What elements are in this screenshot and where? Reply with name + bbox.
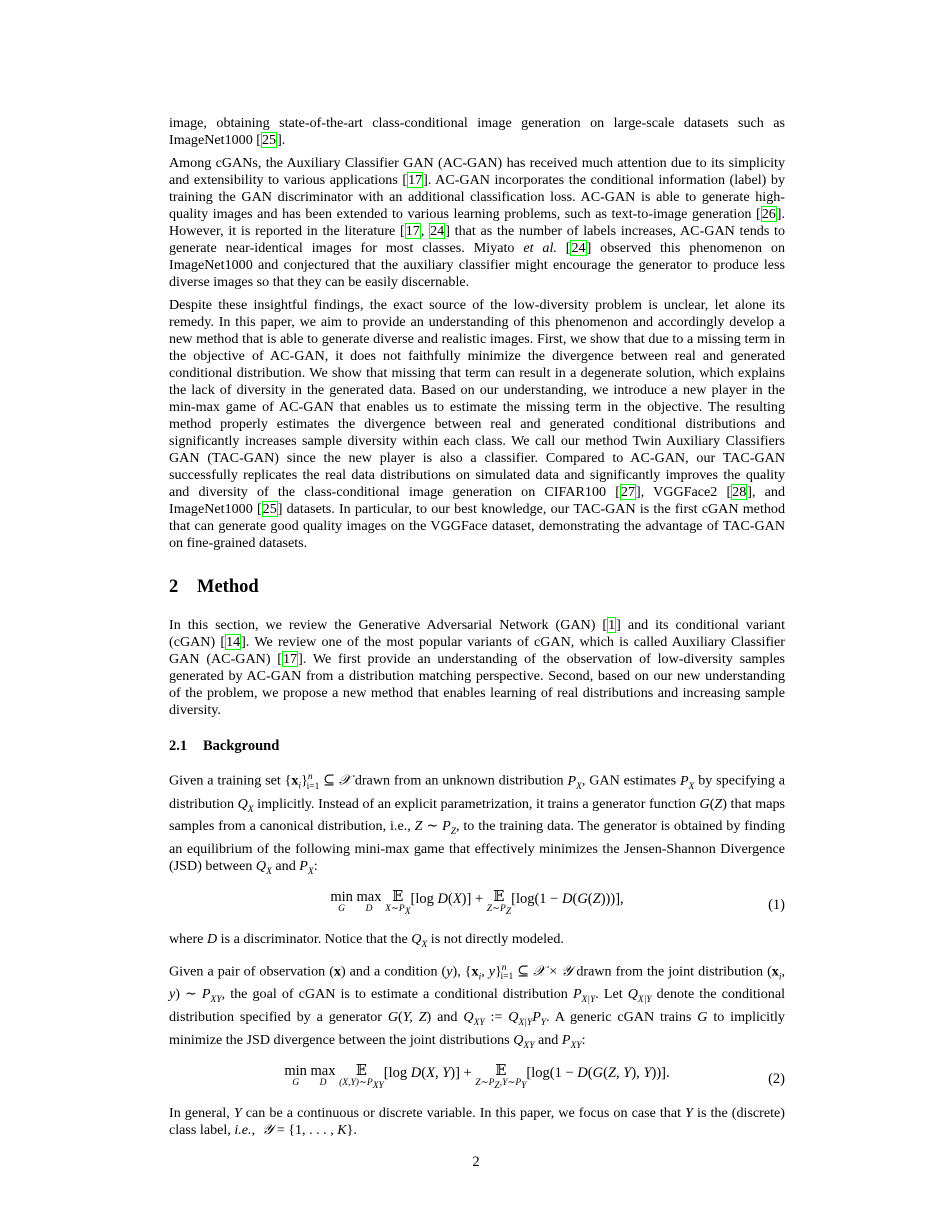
equation-2-number: (2) <box>768 1070 785 1087</box>
paragraph-contribution: Despite these insightful findings, the exact source of the low-diversity problem is unclear, let alone its remedy. In this paper, we aim to provide an understanding of this phenomenon and accordingly develop a new method that is able to generate diverse and realistic images. First, we show that due to a missing term in the objective of AC-GAN, it does not faithfully minimize the divergence between real and generated conditional distribution. We show that missing that term can result in a degenerate solution, which explains the lack of diversity in the generated data. Based on our understanding, we introduce a new player in the min-max game of AC-GAN that enables us to estimate the missing term in the objective. The resulting method properly estimates the divergence between real and generated conditional distributions and significantly increases sample diversity within each class. We call our method Twin Auxiliary Classifiers GAN (TAC-GAN) since the new player is also a classifier. Compared to AC-GAN, our TAC-GAN successfully replicates the real data distributions on simulated data and significantly improves the quality and diversity of the class-conditional image generation on CIFAR100 [27], VGGFace2 [28], and ImageNet1000 [25] datasets. In particular, to our best knowledge, our TAC-GAN is the first cGAN method that can generate good quality images on the VGGFace dataset, demonstrating the advantage of TAC-GAN on fine-grained datasets. <box>169 297 785 551</box>
equation-1: min G max D 𝔼 $X\sim P_X$ [log D(X)] + 𝔼 $Z\sim P_Z$ [log(1 − D(G(Z)))], (1) <box>330 888 785 917</box>
subsection-heading: 2.1 Background <box>169 738 280 754</box>
paragraph-intro-end: image, obtaining state-of-the-art class-conditional image generation on large-scale datasets such as ImageNet1000 [25]. <box>169 115 785 148</box>
paragraph-gan-background: Given a training set $\{x_i\}^n_{i=1}$ ⊆ 𝒳 drawn from an unknown distribution $P_X$, GAN estimates $P_X$ by specifying a distribution $Q_X$ implicitly. Instead of an explicit parametrization, it trains a generator function G(Z) that maps samples from a canonical distribution, i.e., Z ∼ $P_Z$, to the training data. The generator is obtained by finding an equilibrium of the following mini-max game that effectively minimizes the Jensen-Shannon Divergence (JSD) between $Q_X$ and $P_X$: <box>169 772 786 877</box>
page-body <box>169 115 785 1145</box>
section-heading: 2 Method <box>169 577 259 597</box>
paragraph-method-overview: In this section, we review the Generative Adversarial Network (GAN) [1] and its conditional variant (cGAN) [14]. We review one of the most popular variants of cGAN, which is called Auxiliary Classifier GAN (AC-GAN) [17]. We first provide an understanding of the observation of low-diversity samples generated by AC-GAN from a distribution matching perspective. Second, based on our new understanding of the problem, we propose a new method that enables learning of real distributions and increasing sample diversity. <box>169 617 785 718</box>
page-number: 2 <box>472 1154 480 1170</box>
equation-1-number: (1) <box>768 896 785 913</box>
equation-2: min G max D 𝔼 $(X,Y)\sim P_{XY}$ [log D(X, Y)] + 𝔼 $Z\sim P_Z,Y\sim P_Y$ [log(1 − D(G(Z, Y), Y))]. (2) <box>284 1062 785 1091</box>
paragraph-class-label: In general, Y can be a continuous or discrete variable. In this paper, we focus on case that Y is the (discrete) class label, i.e., 𝒴 = {1, . . . , K}. <box>169 1104 785 1138</box>
paragraph-cgan-background: Given a pair of observation (x) and a condition (y), {$x_i$, y}$^n_{i=1}$ ⊆ 𝒳 × 𝒴 drawn from the joint distribution ($x_i$, y) ∼ $P_{XY}$, the goal of cGAN is to estimate a conditional distribution $P_{X|Y}$. Let $Q_{X|Y}$ denote the conditional distribution specified by a generator G(Y, Z) and $Q_{XY}$ := $Q_{X|Y}P_Y$. A generic cGAN trains G to implicitly minimize the JSD divergence between the joint distributions $Q_{XY}$ and $P_{XY}$: <box>169 962 786 1051</box>
paragraph-discriminator-note: where D is a discriminator. Notice that the $Q_X$ is not directly modeled. <box>169 930 564 950</box>
paragraph-acgan: Among cGANs, the Auxiliary Classifier GAN (AC-GAN) has received much attention due to its simplicity and extensibility to various applications [17]. AC-GAN incorporates the conditional information (label) by training the GAN discriminator with an additional classification loss. AC-GAN is able to generate high-quality images and has been extended to various learning problems, such as text-to-image generation [26]. However, it is reported in the literature [17, 24] that as the number of labels increases, AC-GAN tends to generate near-identical images for most classes. Miyato et al. [24] observed this phenomenon on ImageNet1000 and conjectured that the auxiliary classifier might encourage the generator to produce less diverse images so that they can be easily discernable. <box>169 155 786 290</box>
